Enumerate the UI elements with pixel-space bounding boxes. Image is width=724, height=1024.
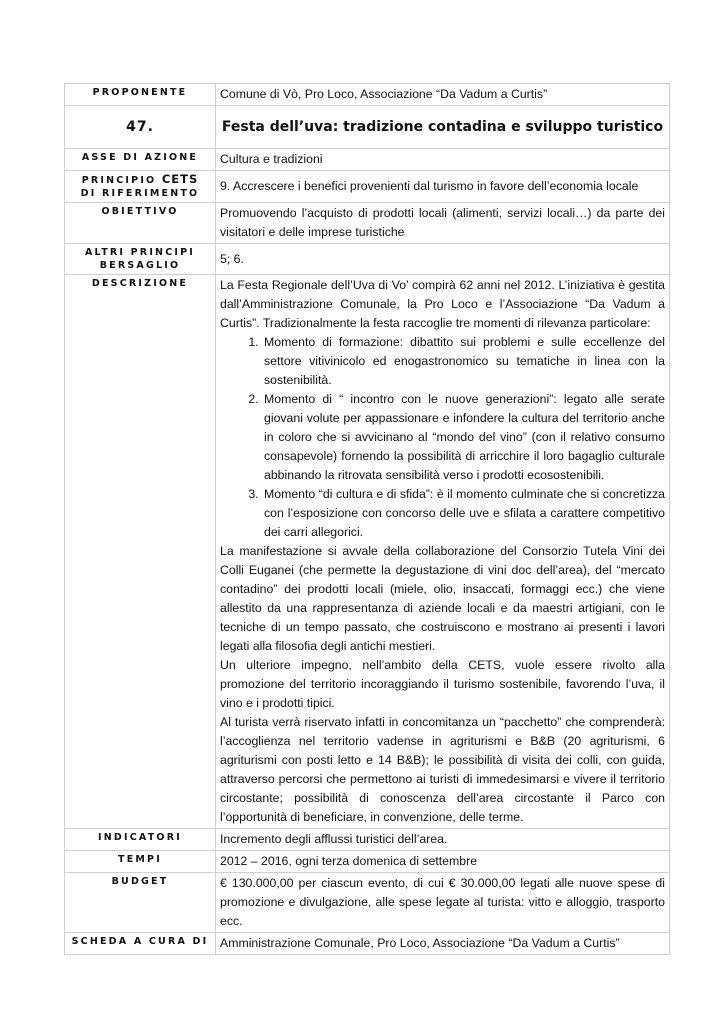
label-obiettivo: OBIETTIVO xyxy=(65,203,216,244)
row-tempi xyxy=(65,851,670,873)
descrizione-intro: La Festa Regionale dell’Uva di Vo’ compirà 62 anni nel 2012. L’iniziativa è gestita dall’Amministrazione Comunale, la Pro Loco e l’Associazione “Da Vadum a Curtis”. Tradizionalmente la festa raccoglie tre momenti di rilevanza particolare: xyxy=(220,278,665,330)
row-asse xyxy=(65,149,670,171)
value-obiettivo: Promuovendo l’acquisto di prodotti locali (alimenti, servizi locali…) da parte dei visitatori e delle imprese turistiche xyxy=(216,203,670,244)
label-altri: ALTRI PRINCIPI BERSAGLIO xyxy=(65,244,216,275)
label-scheda: SCHEDA A CURA DI xyxy=(65,933,216,955)
label-proponente: PROPONENTE xyxy=(65,84,216,106)
label-principio-cets: CETS xyxy=(161,172,199,186)
moments-list xyxy=(220,333,665,542)
moment-item: 1. Momento di formazione: dibattito sui problemi e sulle eccellenze del settore vitivinicolo ed enogastronomico su tematiche in linea con la sostenibilità. xyxy=(262,333,665,390)
label-principio xyxy=(65,171,216,203)
label-budget: BUDGET xyxy=(65,873,216,933)
label-asse: ASSE DI AZIONE xyxy=(65,149,216,171)
label-descrizione: DESCRIZIONE xyxy=(65,275,216,829)
label-indicatori: INDICATORI xyxy=(65,829,216,851)
value-proponente: Comune di Vò, Pro Loco, Associazione “Da Vadum a Curtis” xyxy=(216,84,670,106)
row-budget xyxy=(65,873,670,933)
value-budget: € 130.000,00 per ciascun evento, di cui € 30.000,00 legati alle nuove spese di promozione e divulgazione, alle spese legate al turista: vitto e alloggio, trasporto ecc. xyxy=(216,873,670,933)
row-principio xyxy=(65,171,670,203)
moment-item: 3. Momento “di cultura e di sfida”: è il momento culminate che si concretizza con l’esposizione con concorso delle uve e sfilata a carattere competitivo dei carri allegorici. xyxy=(262,485,665,542)
label-principio-line1: PRINCIPIO xyxy=(81,175,157,186)
value-altri: 5; 6. xyxy=(216,244,670,275)
descrizione-paragraph: La manifestazione si avvale della collaborazione del Consorzio Tutela Vini dei Colli Euganei (che permette la degustazione di vini doc dell’area), del “mercato contadino” dei prodotti locali (miele, olio, insaccati, formaggi ecc.) che viene allestito da una rappresentanza di aziende locali e da maestri artigiani, con le tecniche di un tempo passato, che costruiscono e mostrano ai presenti i lavori legati alla filosofia degli antichi mestieri. xyxy=(220,544,665,653)
value-scheda: Amministrazione Comunale, Pro Loco, Associazione “Da Vadum a Curtis” xyxy=(216,933,670,955)
row-indicatori xyxy=(65,829,670,851)
value-asse: Cultura e tradizioni xyxy=(216,149,670,171)
descrizione-paragraph: Al turista verrà riservato infatti in concomitanza un “pacchetto” che comprenderà: l’accoglienza nel territorio vadense in agriturismi e B&B (20 agriturismi, 6 agriturismi con posti letto e 14 B&B); le possibilità di visita dei colli, con guida, attraverso percorsi che permettono ai turisti di immedesimarsi e vivere il territorio circostante; possibilità di conoscenza dell’area circostante il Parco con l’opportunità di beneficiare, in convenzione, delle terme. xyxy=(220,715,665,824)
row-obiettivo xyxy=(65,203,670,244)
value-descrizione xyxy=(216,275,670,829)
row-title xyxy=(65,106,670,149)
row-descrizione xyxy=(65,275,670,829)
moment-item: 2. Momento di “ incontro con le nuove generazioni”: legato alle serate giovani volute per appassionare e infondere la cultura del territorio anche in coloro che si avvicinano al “mondo del vino” (con il relativo consumo consapevole) fornendo la possibilità di arricchire il loro bagaglio culturale abbinando la ritrovata sensibilità verso i prodotti ecosostenibili. xyxy=(262,390,665,485)
project-title: Festa dell’uva: tradizione contadina e sviluppo turistico xyxy=(216,106,670,149)
row-altri xyxy=(65,244,670,275)
project-sheet-table xyxy=(64,83,670,955)
value-indicatori: Incremento degli afflussi turistici dell’area. xyxy=(216,829,670,851)
label-principio-line2: DI RIFERIMENTO xyxy=(80,188,200,199)
value-tempi: 2012 – 2016, ogni terza domenica di settembre xyxy=(216,851,670,873)
label-tempi: TEMPI xyxy=(65,851,216,873)
project-number: 47. xyxy=(65,106,216,149)
row-scheda xyxy=(65,933,670,955)
value-principio: 9. Accrescere i benefici provenienti dal turismo in favore dell’economia locale xyxy=(216,171,670,203)
row-proponente xyxy=(65,84,670,106)
descrizione-paragraph: Un ulteriore impegno, nell’ambito della CETS, vuole essere rivolto alla promozione del territorio incoraggiando il turismo sostenibile, favorendo l’uva, il vino e i prodotti tipici. xyxy=(220,658,665,710)
